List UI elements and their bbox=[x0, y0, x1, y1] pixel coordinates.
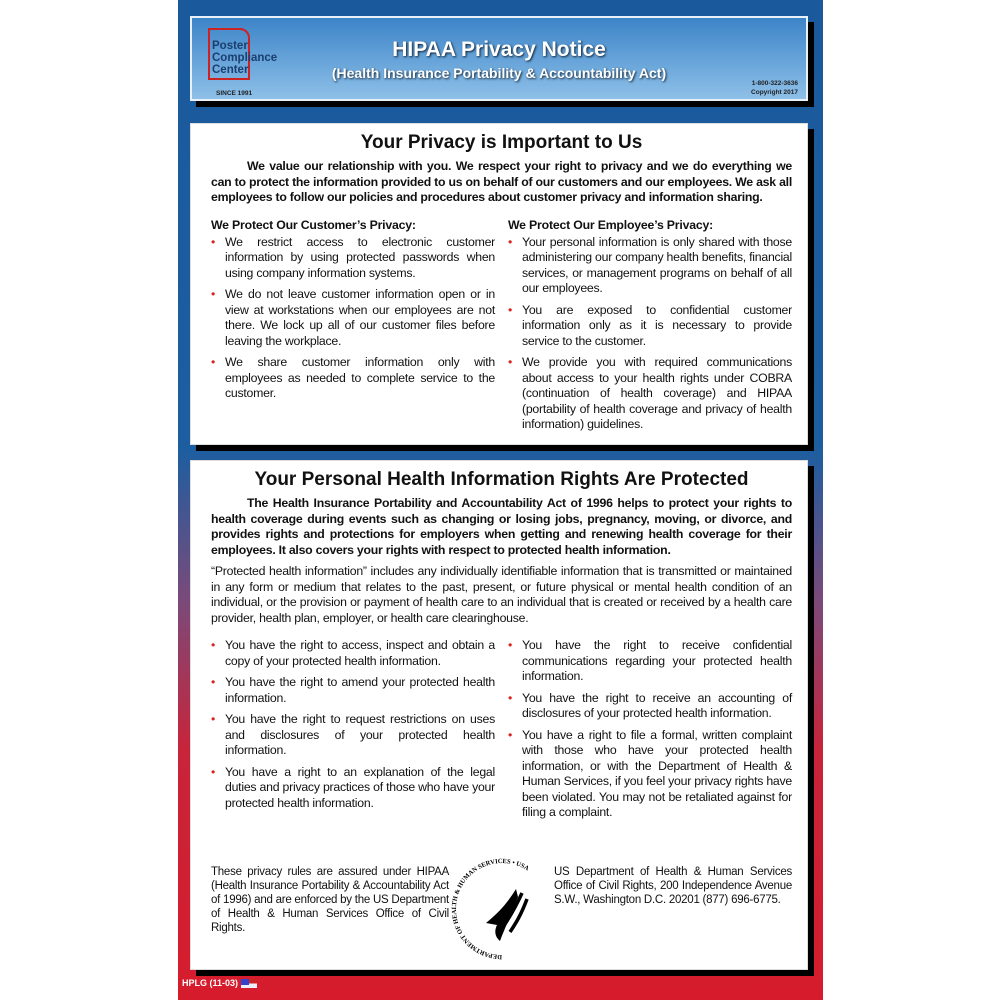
hhs-seal-icon bbox=[450, 857, 554, 961]
section-heading: Your Privacy is Important to Us bbox=[360, 132, 643, 153]
list-item: • You have a right to an explanation of the legal duties and privacy practices of those who have your protected health information. bbox=[211, 765, 495, 812]
column-heading: We Protect Our Employee’s Privacy: bbox=[508, 217, 714, 232]
poster-code bbox=[182, 978, 257, 988]
list-item: • Your personal information is only shared with those administering our company health benefits, financial services, or management programs on behalf of all our employees. bbox=[508, 235, 792, 297]
list-item: • You have the right to amend your protected health information. bbox=[211, 675, 495, 706]
rights-left-list bbox=[211, 638, 495, 827]
phi-definition: “Protected health information” includes any individually identifiable information that is transmitted or maintained in any form or medium that relates to the past, present, or future physical or mental health condition of an individual, or the provision or payment of health care to an individual that is created or received by a health care provider, health plan, employer, or health care clearinghouse. bbox=[211, 564, 792, 625]
page-title: HIPAA Privacy Notice bbox=[392, 38, 606, 61]
logo-text: Poster bbox=[212, 40, 248, 52]
logo-text: Center bbox=[212, 64, 249, 76]
poster bbox=[178, 0, 823, 1000]
rights-panel bbox=[190, 460, 808, 970]
list-item: • We share customer information only with employees as needed to complete service to the customer. bbox=[211, 355, 495, 402]
list-item: • You have the right to receive confidential communications regarding your protected health information. bbox=[508, 638, 792, 685]
list-item: • You have a right to file a formal, written complaint with those who have your protected health information, or with the Department of Health & Human Services, if you feel your privacy rights have been violated. You may not be retaliated against for filing a complaint. bbox=[508, 728, 792, 821]
list-item: • You are exposed to confidential customer information only as it is necessary to provide service to the customer. bbox=[508, 303, 792, 350]
header bbox=[190, 16, 808, 101]
rights-right-list bbox=[508, 638, 792, 827]
section-intro: We value our relationship with you. We respect your right to privacy and we do everything we can to protect the information provided to us on behalf of our customers and our employees. We ask all employees to follow our policies and procedures about customer privacy and information sharing. bbox=[211, 159, 792, 204]
seal-text: DEPARTMENT OF HEALTH & HUMAN SERVICES • USA bbox=[450, 857, 530, 961]
logo-text: Compliance bbox=[212, 52, 278, 64]
list-item: • We do not leave customer information open or in view at workstations when our employees are not there. We lock up all of our customer files before leaving the workplace. bbox=[211, 287, 495, 349]
section-heading: Your Personal Health Information Rights Are Protected bbox=[254, 469, 749, 490]
customer-privacy-column bbox=[211, 218, 495, 439]
enforcement-note: These privacy rules are assured under HIPAA (Health Insurance Portability & Accountability Act of 1996) and are enforced by the US Department of Health & Human Services Office of Civil Rights. bbox=[211, 866, 449, 934]
logo-since: SINCE 1991 bbox=[216, 90, 253, 97]
employee-privacy-column bbox=[508, 218, 792, 439]
list-item: • You have the right to request restrictions on uses and disclosures of your protected health information. bbox=[211, 712, 495, 759]
list-item: • You have the right to access, inspect and obtain a copy of your protected health information. bbox=[211, 638, 495, 669]
list-item: • We restrict access to electronic customer information by using protected passwords when using company information systems. bbox=[211, 235, 495, 282]
poster-code-text: HPLG (11-03) bbox=[182, 978, 239, 988]
copyright: Copyright 2017 bbox=[751, 89, 798, 96]
hhs-contact: US Department of Health & Human Services Office of Civil Rights, 200 Independence Avenue S.W., Washington D.C. 20201 (877) 696-6775. bbox=[554, 866, 792, 906]
eagle-icon bbox=[486, 889, 527, 941]
phone: 1-800-322-3636 bbox=[751, 80, 798, 87]
list-item: • You have the right to receive an accounting of disclosures of your protected health information. bbox=[508, 691, 792, 722]
us-flag-icon bbox=[241, 979, 257, 988]
privacy-panel bbox=[190, 123, 808, 445]
column-heading: We Protect Our Customer’s Privacy: bbox=[211, 217, 416, 232]
list-item: • We provide you with required communications about access to your health rights under COBRA (continuation of health coverage) and HIPAA (portability of health coverage and privacy of health information) guidelines. bbox=[508, 355, 792, 433]
page-subtitle: (Health Insurance Portability & Accountability Act) bbox=[331, 65, 667, 81]
section-intro: The Health Insurance Portability and Accountability Act of 1996 helps to protect your rights to health coverage during events such as changing or losing jobs, pregnancy, moving, or divorce, and provides rights and protections for employers when getting and renewing health coverage for their employees. It also covers your rights with respect to protected health information. bbox=[211, 496, 792, 557]
svg-text:DEPARTMENT OF HEALTH & HUMAN S bbox=[450, 858, 529, 960]
